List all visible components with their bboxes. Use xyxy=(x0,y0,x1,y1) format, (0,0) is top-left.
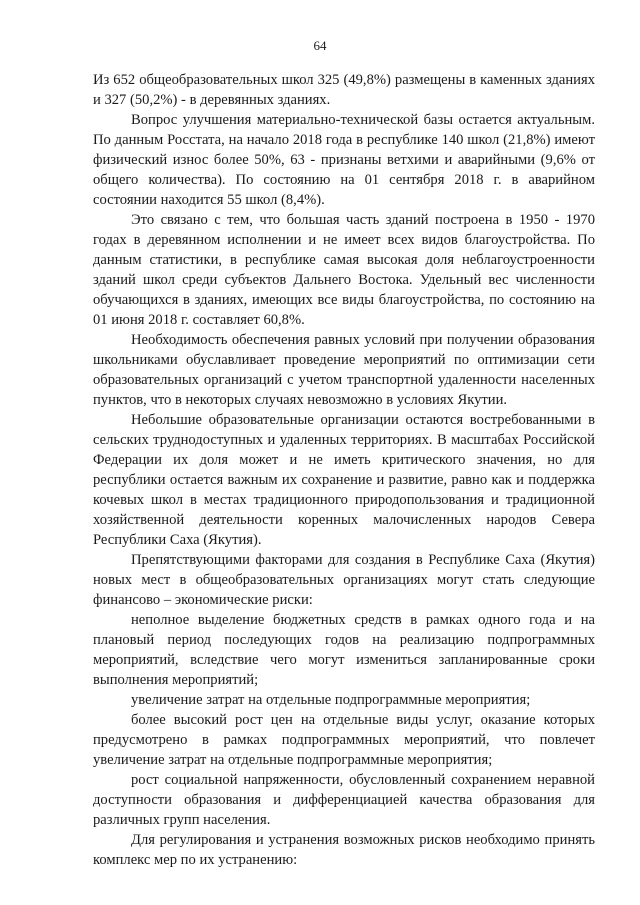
page-number: 64 xyxy=(313,38,327,53)
document-body xyxy=(93,70,595,870)
paragraph-equal-conditions: Необходимость обеспечения равных условий при получении образования школьниками обуславливает проведение мероприятий по оптимизации сети образовательных организаций с учетом транспортной удаленности населенных пунктов, что в некоторых случаях невозможно в условиях Якутии. xyxy=(93,332,595,408)
paragraph-risk-social: рост социальной напряженности, обусловленный сохранением неравной доступности образования и дифференциацией качества образования для различных групп населения. xyxy=(93,772,595,828)
paragraph-schools-count: Из 652 общеобразовательных школ 325 (49,8%) размещены в каменных зданиях и 327 (50,2%) - в деревянных зданиях. xyxy=(93,72,595,108)
paragraph-risk-budget: неполное выделение бюджетных средств в рамках одного года и на плановый период последующих годов на реализацию подпрограммных мероприятий, вследствие чего могут измениться запланированные сроки выполнения мероприятий; xyxy=(93,612,595,688)
paragraph-small-schools: Небольшие образовательные организации остаются востребованными в сельских труднодоступных и удаленных территориях. В масштабах Российской Федерации их доля может и не иметь критического значения, но для республики остается важным их сохранение и развитие, равно как и поддержка кочевых школ в местах традиционного природопользования и традиционной хозяйственной деятельности коренных малочисленных народов Севера Республики Саха (Якутия). xyxy=(93,412,595,548)
paragraph-risk-prices: более высокий рост цен на отдельные виды услуг, оказание которых предусмотрено в рамках подпрограммных мероприятий, что повлечет увеличение затрат на отдельные подпрограммные мероприятия; xyxy=(93,712,595,768)
paragraph-risk-costs: увеличение затрат на отдельные подпрограммные мероприятия; xyxy=(131,692,531,708)
paragraph-material-base: Вопрос улучшения материально-технической базы остается актуальным. По данным Росстата, на начало 2018 года в республике 140 школ (21,8%) имеют физический износ более 50%, 63 - признаны ветхими и аварийными (9,6% от общего количества). По состоянию на 01 сентября 2018 г. в аварийном состоянии находится 55 школ (8,4%). xyxy=(93,112,595,208)
paragraph-building-age: Это связано с тем, что большая часть зданий построена в 1950 - 1970 годах в деревянном исполнении и не имеет всех видов благоустройства. По данным статистики, в республике самая высокая доля неблагоустроенности зданий школ среди субъектов Дальнего Востока. Удельный вес численности обучающихся в зданиях, имеющих все виды благоустройства, по состоянию на 01 июня 2018 г. составляет 60,8%. xyxy=(93,212,595,328)
paragraph-measures: Для регулирования и устранения возможных рисков необходимо принять комплекс мер по их устранению: xyxy=(93,832,595,868)
paragraph-risk-factors: Препятствующими факторами для создания в Республике Саха (Якутия) новых мест в общеобразовательных организациях могут стать следующие финансово – экономические риски: xyxy=(93,552,595,608)
